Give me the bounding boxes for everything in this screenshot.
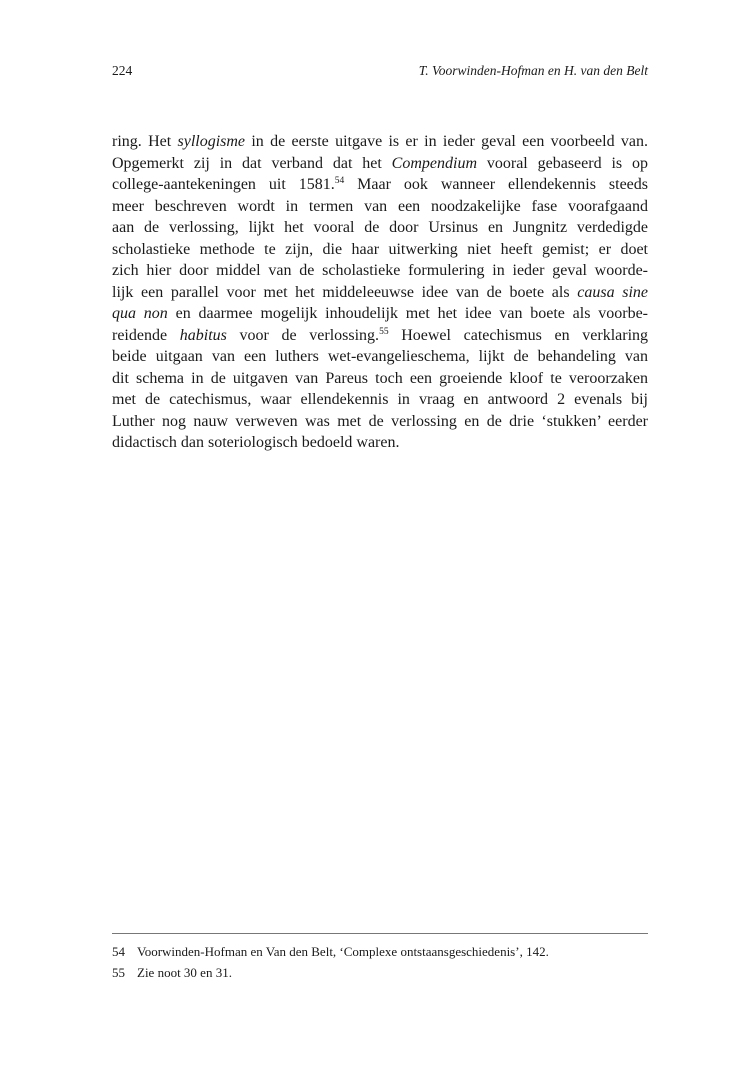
text-segment: lijk een parallel voor met het middeleeuwse idee van de boete als — [112, 283, 578, 301]
italic-text: habitus — [179, 326, 227, 344]
text-line — [112, 239, 648, 261]
text-segment: met de catechismus, waar ellendekennis in vraag en antwoord 2 evenals bij — [112, 391, 648, 408]
text-segment: en daarmee mogelijk inhoudelijk met het idee van boete als voorbe- — [167, 305, 649, 322]
text-line — [112, 153, 648, 175]
footnote-reference: 55 — [379, 326, 389, 337]
text-segment: in de eerste uitgave is er in ieder geval een voorbeeld van. — [245, 133, 649, 150]
text-segment: ring. Het — [112, 133, 178, 150]
running-title: T. Voorwinden-Hofman en H. van den Belt — [418, 63, 648, 78]
text-segment: didactisch dan soteriologisch bedoeld waren. — [112, 434, 400, 451]
italic-text: Compendium — [391, 154, 477, 172]
footnote-number: 55 — [112, 965, 125, 980]
text-segment: Maar ook wanneer ellendekennis steeds — [344, 176, 648, 193]
text-line — [112, 368, 648, 390]
text-segment: college-aantekeningen uit 1581. — [112, 176, 335, 193]
body-paragraph — [112, 131, 648, 454]
text-line — [112, 282, 648, 304]
italic-text: qua non — [112, 305, 168, 322]
text-line — [112, 174, 648, 196]
footnote — [112, 941, 648, 962]
footnote-number: 54 — [112, 944, 125, 959]
text-segment: zich hier door middel van de scholastieke formulering in ieder geval woorde- — [112, 262, 648, 279]
footnote-text: Zie noot 30 en 31. — [137, 965, 232, 980]
italic-text: syllogisme — [177, 133, 246, 150]
text-line — [112, 411, 648, 433]
text-line — [112, 260, 648, 282]
text-line — [112, 217, 648, 239]
footnotes — [112, 941, 648, 983]
text-segment: vooral gebaseerd is op — [477, 154, 648, 172]
text-line — [112, 196, 648, 218]
footnote-divider — [112, 933, 648, 934]
text-segment: meer beschreven wordt in termen van een noodzakelijke fase voorafgaand — [112, 197, 648, 215]
text-line — [112, 346, 648, 368]
text-segment: Luther nog nauw verweven was met de verlossing en de drie ‘stukken’ eerder — [112, 412, 648, 430]
text-line — [112, 325, 648, 347]
text-segment: dit schema in de uitgaven van Pareus toch een groeiende kloof te veroorzaken — [112, 369, 648, 387]
text-segment: aan de verlossing, lijkt het vooral de door Ursinus en Jungnitz verdedigde — [112, 219, 648, 236]
text-segment: beide uitgaan van een luthers wet-evangelieschema, lijkt de behandeling van — [112, 348, 648, 365]
text-segment: Opgemerkt zij in dat verband dat het — [112, 154, 392, 172]
text-line — [112, 131, 648, 153]
text-line — [112, 303, 648, 325]
text-line — [112, 389, 648, 411]
footnote-text: Voorwinden-Hofman en Van den Belt, ‘Complexe ontstaansgeschiedenis’, 142. — [137, 944, 549, 959]
footnote — [112, 962, 648, 983]
text-segment: voor de verlossing. — [226, 326, 380, 344]
text-segment: scholastieke methode te zijn, die haar uitwerking niet heeft gemist; er doet — [112, 240, 648, 258]
text-segment: Hoewel catechismus en verklaring — [388, 326, 649, 344]
footnote-reference: 54 — [334, 176, 345, 186]
text-line — [112, 432, 648, 454]
page-number: 224 — [112, 63, 133, 78]
italic-text: causa sine — [577, 283, 649, 301]
text-segment: reidende — [112, 326, 180, 344]
